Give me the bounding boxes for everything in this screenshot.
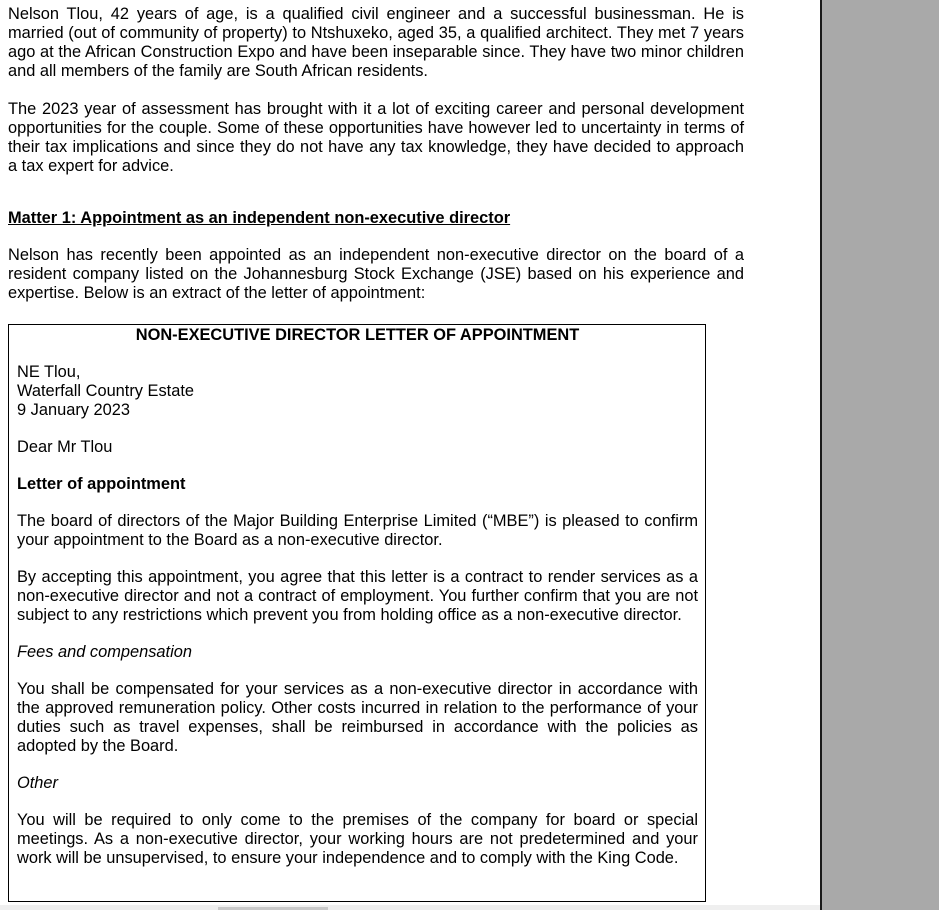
letter-date: 9 January 2023: [17, 401, 130, 419]
letter-salutation: Dear Mr Tlou: [17, 438, 113, 456]
matter-1-heading: Matter 1: Appointment as an independent non-executive director: [8, 209, 511, 227]
fees-paragraph: You shall be compensated for your services as a non-executive director in accordance with the approved remuneration policy. Other costs incurred in relation to the performance of your duties such as travel expenses, shall be reimbursed in accordance with the policies as adopted by the Board.: [17, 680, 698, 755]
addressee-location: Waterfall Country Estate: [17, 382, 195, 400]
letter-address-block: [17, 363, 698, 420]
letter-content: [17, 326, 698, 886]
fees-heading: Fees and compensation: [17, 643, 192, 661]
addressee-name: NE Tlou,: [17, 363, 81, 381]
other-paragraph: You will be required to only come to the premises of the company for board or special meetings. As a non-executive director, your working hours are not predetermined and your work will be unsupervised, to ensure your independence and to comply with the King Code.: [17, 811, 698, 867]
other-heading: Other: [17, 774, 58, 792]
matter-1-paragraph: Nelson has recently been appointed as an independent non-executive director on the board of a resident company listed on the Johannesburg Stock Exchange (JSE) based on his experience and expertise. Below is an extract of the letter of appointment:: [8, 246, 744, 302]
intro-paragraph-2: The 2023 year of assessment has brought with it a lot of exciting career and personal development opportunities for the couple. Some of these opportunities have however led to uncertainty in terms of their tax implications and since they do not have any tax knowledge, they have decided to approach a tax expert for advice.: [8, 100, 744, 175]
viewer-background: [822, 0, 939, 910]
letter-extract-box: [8, 324, 706, 902]
letter-paragraph-2: By accepting this appointment, you agree that this letter is a contract to render services as a non-executive director and not a contract of employment. You further confirm that you are not subject to any restrictions which prevent you from holding office as a non-executive director.: [17, 568, 698, 624]
document-body: [8, 5, 744, 322]
intro-paragraph-1: Nelson Tlou, 42 years of age, is a qualified civil engineer and a successful businessman. He is married (out of community of property) to Ntshuxeko, aged 35, a qualified architect. They met 7 years ago at the African Construction Expo and have been inseparable since. They have two minor children and all members of the family are South African residents.: [8, 5, 744, 80]
letter-title: NON-EXECUTIVE DIRECTOR LETTER OF APPOINTMENT: [135, 326, 580, 344]
letter-subject: Letter of appointment: [17, 475, 186, 493]
horizontal-scrollbar[interactable]: [0, 905, 820, 910]
letter-paragraph-1: The board of directors of the Major Building Enterprise Limited (“MBE”) is pleased to confirm your appointment to the Board as a non-executive director.: [17, 512, 698, 549]
